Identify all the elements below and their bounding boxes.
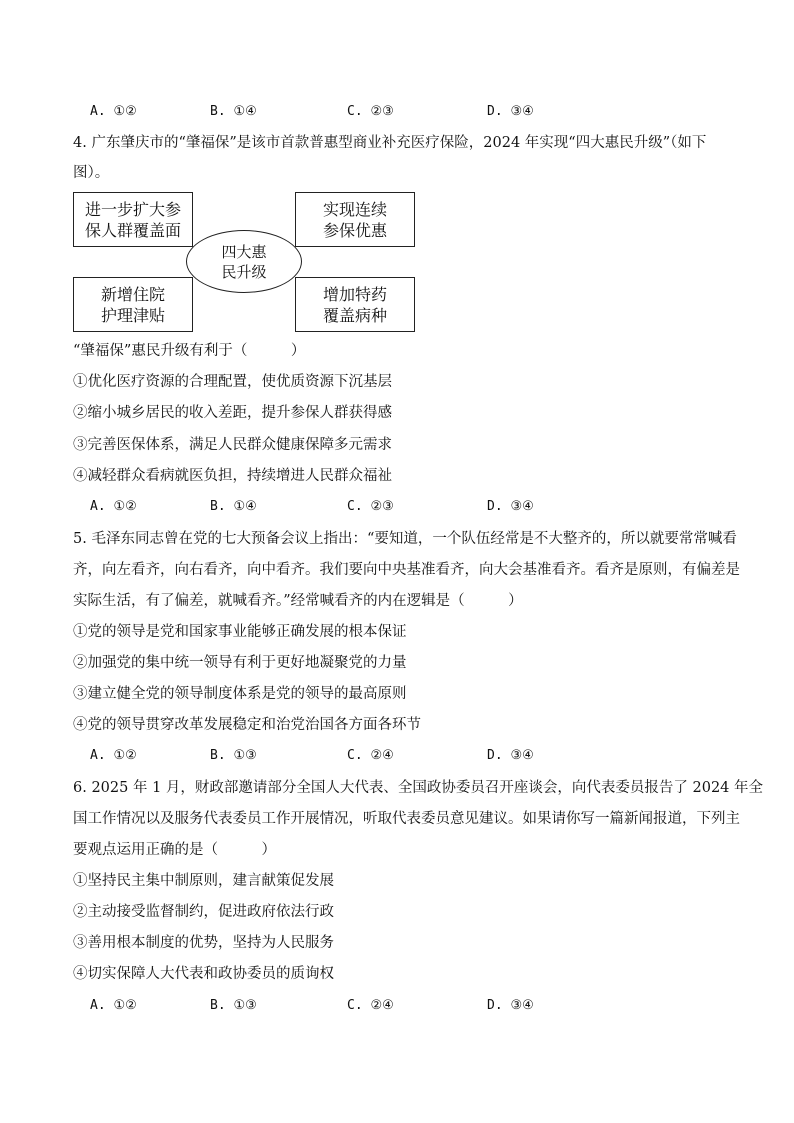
q5-stem-line1: 5. 毛泽东同志曾在党的七大预备会议上指出：“要知道，一个队伍经常是不大整齐的，所以就要常常喊看	[73, 531, 737, 547]
q6-item-4: ④切实保障人大代表和政协委员的质询权	[73, 966, 334, 982]
q5-option-d: D. ③④	[487, 748, 534, 763]
diagram-box-nursing-allowance	[73, 277, 193, 332]
box-text-line: 保人群覆盖面	[84, 220, 181, 240]
q3-options	[90, 102, 690, 122]
q5-item-3: ③建立健全党的领导制度体系是党的领导的最高原则	[73, 686, 407, 702]
q4-diagram	[73, 190, 418, 333]
q5-options	[90, 746, 690, 766]
diagram-center-ellipse	[186, 230, 302, 293]
q5-stem-line3: 实际生活，有了偏差，就喊看齐。”经常喊看齐的内在逻辑是（ ）	[73, 593, 523, 609]
q6-stem-line1: 6. 2025 年 1 月，财政部邀请部分全国人大代表、全国政协委员召开座谈会，向代表委员报告了 2024 年全	[73, 780, 764, 796]
box-text-line: 覆盖病种	[322, 305, 387, 325]
q6-options	[90, 996, 690, 1016]
diagram-box-expand-coverage	[73, 192, 193, 247]
q5-option-b: B. ①③	[210, 748, 257, 763]
q6-option-b: B. ①③	[210, 998, 257, 1013]
q4-stem-line1: 4. 广东肇庆市的“肇福保”是该市首款普惠型商业补充医疗保险，2024 年实现“四大惠民升级”（如下	[73, 135, 707, 151]
q6-item-1: ①坚持民主集中制原则，建言献策促发展	[73, 873, 334, 889]
q3-option-c: C. ②③	[347, 104, 394, 119]
q4-question: “肇福保”惠民升级有利于（ ）	[73, 343, 306, 359]
q6-item-2: ②主动接受监督制约，促进政府依法行政	[73, 904, 334, 920]
q4-option-d: D. ③④	[487, 499, 534, 514]
diagram-box-continuous-insurance	[295, 192, 415, 247]
q6-option-a: A. ①②	[90, 998, 137, 1013]
box-text-line: 护理津贴	[100, 305, 165, 325]
q6-stem-line3: 要观点运用正确的是（ ）	[73, 842, 276, 858]
box-text-line: 增加特药	[322, 284, 387, 304]
q4-option-b: B. ①④	[210, 499, 257, 514]
q5-option-c: C. ②④	[347, 748, 394, 763]
q4-item-4: ④减轻群众看病就医负担，持续增进人民群众福祉	[73, 468, 392, 484]
diagram-box-special-drugs	[295, 277, 415, 332]
q5-item-1: ①党的领导是党和国家事业能够正确发展的根本保证	[73, 624, 407, 640]
q3-option-d: D. ③④	[487, 104, 534, 119]
box-text-line: 参保优惠	[322, 220, 387, 240]
q6-item-3: ③善用根本制度的优势，坚持为人民服务	[73, 935, 334, 951]
q4-options	[90, 497, 690, 517]
q5-item-2: ②加强党的集中统一领导有利于更好地凝聚党的力量	[73, 655, 407, 671]
q4-option-c: C. ②③	[347, 499, 394, 514]
box-text-line: 新增住院	[100, 284, 165, 304]
box-text-line: 实现连续	[322, 199, 387, 219]
q3-option-a: A. ①②	[90, 104, 137, 119]
q3-option-b: B. ①④	[210, 104, 257, 119]
box-text-line: 进一步扩大参	[84, 199, 181, 219]
q4-option-a: A. ①②	[90, 499, 137, 514]
q4-stem-line2: 图）。	[73, 165, 110, 181]
ellipse-text-line: 四大惠	[221, 242, 267, 261]
q5-option-a: A. ①②	[90, 748, 137, 763]
q6-stem-line2: 国工作情况以及服务代表委员工作开展情况，听取代表委员意见建议。如果请你写一篇新闻报道，下列主	[73, 811, 740, 827]
q6-option-d: D. ③④	[487, 998, 534, 1013]
q4-item-3: ③完善医保体系，满足人民群众健康保障多元需求	[73, 437, 392, 453]
q4-item-1: ①优化医疗资源的合理配置，使优质资源下沉基层	[73, 374, 392, 390]
q5-stem-line2: 齐，向左看齐，向右看齐，向中看齐。我们要向中央基准看齐，向大会基准看齐。看齐是原则，有偏差是	[73, 562, 740, 578]
q5-item-4: ④党的领导贯穿改革发展稳定和治党治国各方面各环节	[73, 717, 421, 733]
q6-option-c: C. ②④	[347, 998, 394, 1013]
ellipse-text-line: 民升级	[221, 262, 267, 281]
q4-item-2: ②缩小城乡居民的收入差距，提升参保人群获得感	[73, 405, 392, 421]
